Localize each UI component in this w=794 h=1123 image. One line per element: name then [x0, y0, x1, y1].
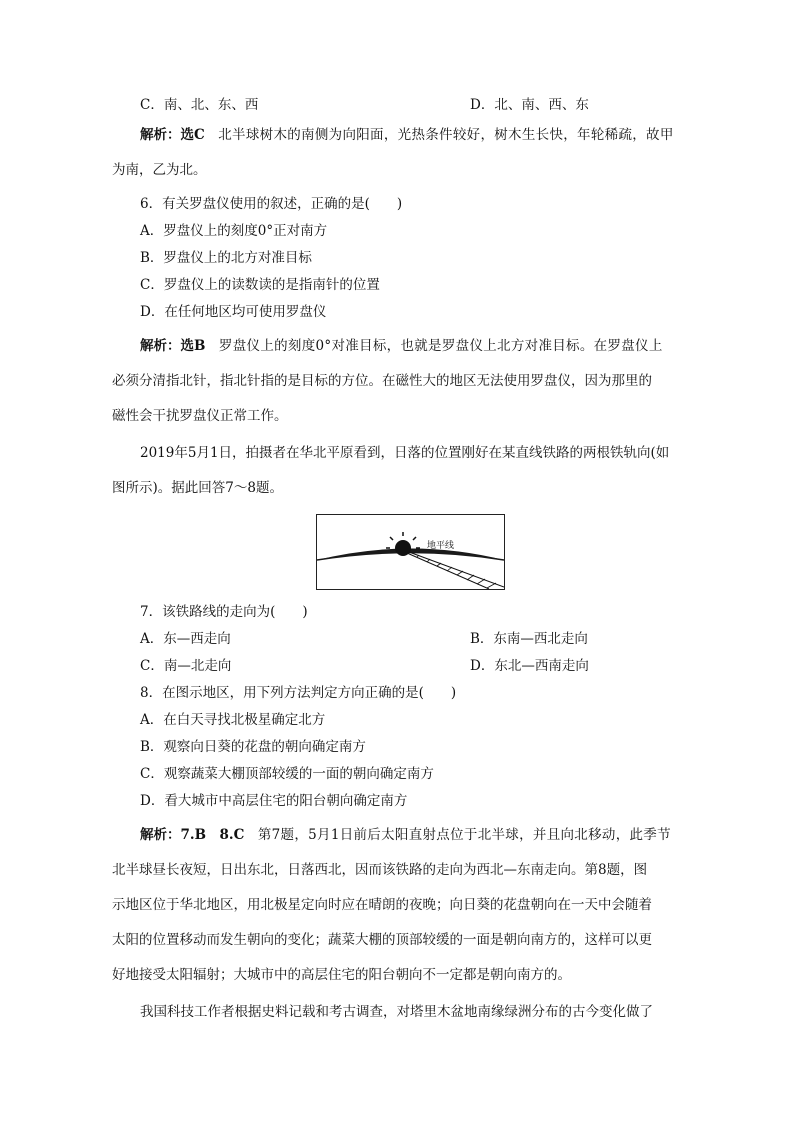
q78-analysis-text1: 第7题，5月1日前后太阳直射点位于北半球，并且向北移动，此季节 [257, 827, 671, 843]
q78-analysis-line2: 北半球昼长夜短，日出东北，日落西北，因而该铁路的走向为西北—东南走向。第8题，图 [112, 862, 648, 878]
q78-analysis-line1 [140, 826, 671, 844]
q5-analysis-line2: 为南，乙为北。 [112, 162, 207, 178]
q8-option-b: B．观察向日葵的花盘的朝向确定南方 [140, 739, 366, 755]
q7-option-b: B．东南—西北走向 [470, 631, 588, 647]
q6-option-b: B．罗盘仪上的北方对准目标 [140, 250, 312, 266]
q5-analysis-line1 [140, 126, 674, 144]
horizon-label: 地平线 [427, 541, 455, 551]
q8-option-c: C．观察蔬菜大棚顶部较缓的一面的朝向确定南方 [140, 766, 434, 782]
q6-analysis-line3: 磁性会干扰罗盘仪正常工作。 [112, 408, 288, 424]
sunset-railway-figure [316, 514, 505, 590]
intro-7-8-line1: 2019年5月1日，拍摄者在华北平原看到，日落的位置刚好在某直线铁路的两根铁轨向(如 [140, 445, 670, 461]
q5-analysis-label: 解析：选C [140, 127, 205, 143]
q6-option-a: A．罗盘仪上的刻度0°正对南方 [140, 223, 328, 239]
q78-analysis-line3: 示地区位于华北地区，用北极星定向时应在晴朗的夜晚；向日葵的花盘朝向在一天中会随着 [112, 897, 652, 913]
q8-option-a: A．在白天寻找北极星确定北方 [140, 712, 326, 728]
next-intro-line1: 我国科技工作者根据史料记载和考古调查，对塔里木盆地南缘绿洲分布的古今变化做了 [140, 1004, 653, 1020]
horizon-line [317, 553, 504, 561]
q7-stem: 7．该铁路线的走向为( ) [140, 604, 308, 620]
q7-option-a: A．东—西走向 [140, 631, 231, 647]
q6-option-c: C．罗盘仪上的读数读的是指南针的位置 [140, 277, 380, 293]
q5-option-d: D．北、南、西、东 [470, 97, 589, 113]
rail-ties [417, 555, 496, 588]
q7-option-d: D．东北—西南走向 [470, 658, 589, 674]
q7-option-c: C．南—北走向 [140, 658, 232, 674]
q5-option-c: C．南、北、东、西 [140, 97, 259, 113]
q6-option-d: D．在任何地区均可使用罗盘仪 [140, 304, 327, 320]
q6-analysis-text1: 罗盘仪上的刻度0°对准目标，也就是罗盘仪上北方对准目标。在罗盘仪上 [218, 338, 663, 354]
q6-analysis-line2: 必须分清指北针，指北针指的是目标的方位。在磁性大的地区无法使用罗盘仪，因为那里的 [112, 373, 652, 389]
q6-analysis-line1 [140, 337, 663, 355]
q8-stem: 8．在图示地区，用下列方法判定方向正确的是( ) [140, 685, 457, 701]
q78-analysis-label: 解析：7.B 8.C [140, 827, 245, 843]
intro-7-8-line2: 图所示)。据此回答7～8题。 [112, 480, 283, 496]
q5-analysis-text1: 北半球树木的南侧为向阳面，光热条件较好，树木生长快，年轮稀疏，故甲 [218, 127, 674, 143]
q6-stem: 6．有关罗盘仪使用的叙述，正确的是( ) [140, 196, 403, 212]
figure-svg [317, 515, 504, 589]
q78-analysis-line4: 太阳的位置移动而发生朝向的变化；蔬菜大棚的顶部较缓的一面是朝向南方的，这样可以更 [112, 932, 652, 948]
q8-option-d: D．看大城市中高层住宅的阳台朝向确定南方 [140, 793, 408, 809]
q78-analysis-line5: 好地接受太阳辐射；大城市中的高层住宅的阳台朝向不一定都是朝向南方的。 [112, 967, 571, 983]
q6-analysis-label: 解析：选B [140, 338, 206, 354]
rail-left [407, 553, 489, 589]
